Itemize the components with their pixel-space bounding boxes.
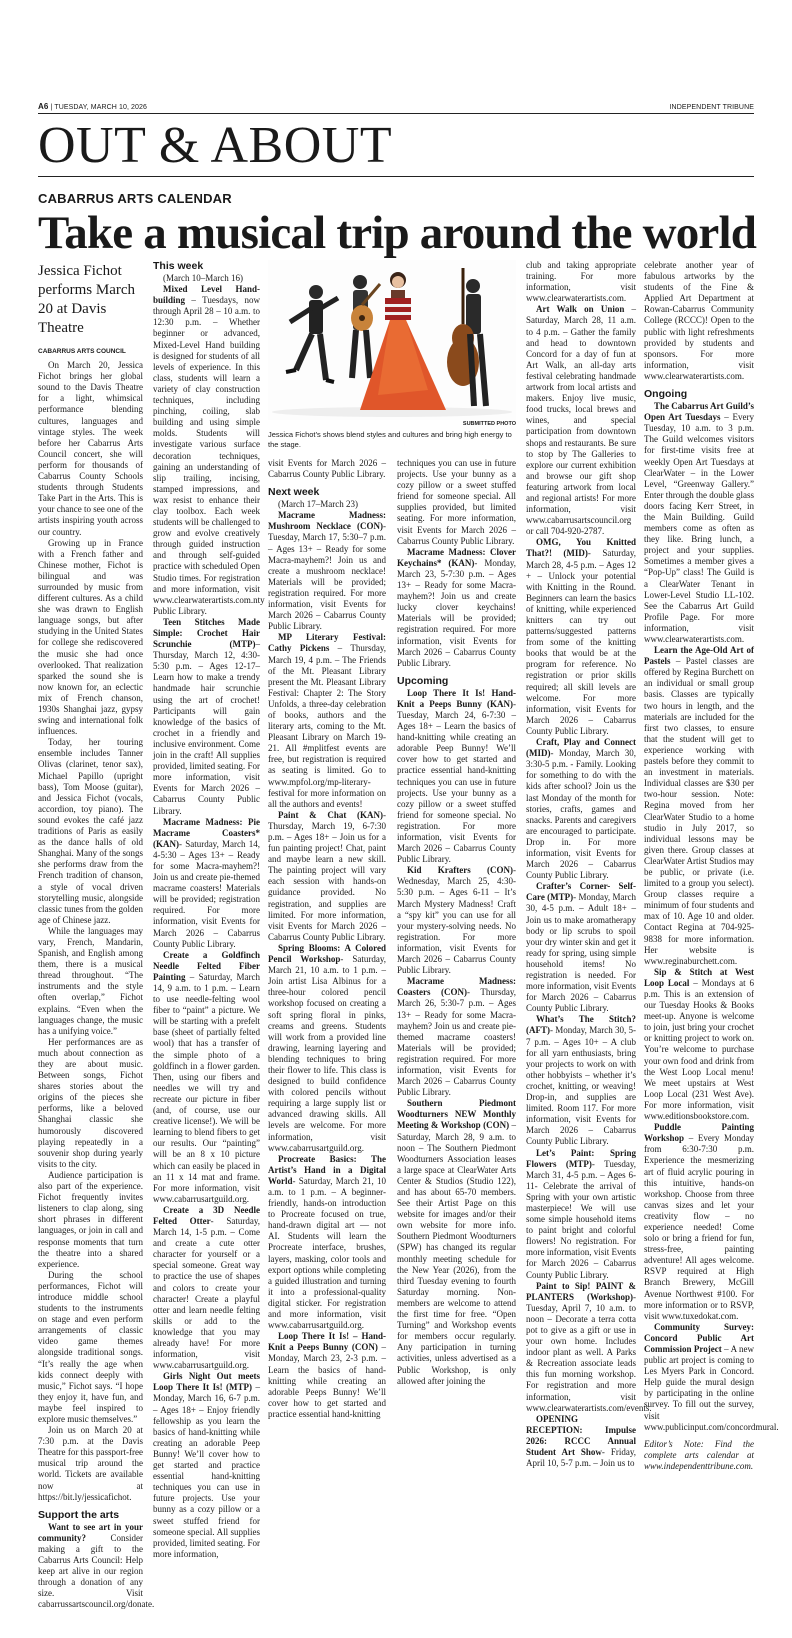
event-title: Crafter’s Corner- Self-Care (MTP) <box>526 881 636 903</box>
event-details: - Saturday, March 14, 4-5:30 – Ages 13+ – Ready for some Macra-mayhem?! Join us and create pie-themed macrame coasters! Materials will be provided; registration required. For more information, visit Events for March 2026 – Cabarrus County Public Library. <box>153 838 260 949</box>
event-details: – Pastel classes are offered by Regina Burchett on an individual or small group basis. Classes are typically two hours in length, and the materials are included for the first two classes, to ensure that the student will get to experience working with pastels before they commit to an investment in materials. Individual classes are $30 per two-hour session. Note: Regina moved from her ClearWater Studio to a home studio in July 2017, so individual lessons may be given there. Group classes at ClearWater Artist Studios may be public, or private (i.e. limited to a group you select). Group classes require a minimum of four students and max of 10. Age 10 and older. Contact Regina at 704-925-9838 for more information. Her website is www.reginaburchett.com. <box>644 656 755 966</box>
event-details: - Wednesday, March 25, 4:30-5:30 p.m. – Ages 6-11 – It’s March Mystery Madness! Craft a “spy kit” you can use for all your mystery-solving needs. No registration. For more information, visit Events for March 2026 – Cabarrus County Public Library. <box>397 865 516 976</box>
event-title: Girls Night Out meets Loop There It Is! (MTP) <box>153 1371 260 1393</box>
event-details: - Thursday, March 26, 5:30-7 p.m. – Ages 13+ – Ready for some Macra-mayhem? Join us and create pie-themed macrame coasters! Materials will be provided; registration required. For more information, visit Events for March 2026 – Cabarrus County Public Library. <box>397 987 516 1098</box>
event-title: The Cabarrus Art Guild’s Open Art Tuesdays <box>644 401 754 423</box>
event-title: Kid Krafters (CON) <box>407 865 513 876</box>
event-details: - Tuesday, March 31, 4-5 p.m. – Ages 6-11- Celebrate the arrival of Spring with your own artistic masterpiece! We will use some simple household items to paint bright and colorful flowers! No registration. For more information, visit Events for March 2026 – Cabarrus County Public Library. <box>526 1158 636 1280</box>
photo-credit: SUBMITTED PHOTO <box>462 421 516 427</box>
section-title: OUT & ABOUT <box>38 117 393 174</box>
event-listing <box>153 950 260 1205</box>
column-2 <box>153 260 265 1620</box>
date-range: (March 17–March 23) <box>278 499 358 510</box>
paper-name: INDEPENDENT TRIBUNE <box>669 104 754 111</box>
event-listing <box>397 547 516 669</box>
event-details: – Every Monday from 6:30-7:30 p.m. Experience the mesmerizing art of fluid acrylic pouring in this intuitive, hands-on workshop. Choose from three canvas sizes and let your creativity flow – no experience needed! Come solo or bring a friend for fun, stress-free, painting adventure! All ages welcome. RSVP required at High Branch Brewery, McGill Avenue Northwest #100. For more information or to RSVP, visit www.tuxedokat.com. <box>644 1133 754 1321</box>
page-number: A6 <box>38 102 49 111</box>
support-heading: Support the arts <box>38 1508 120 1521</box>
event-details: - Saturday, March 14, 1-5 p.m. – Come and create a cute otter character for yourself or a special someone. Great way to practice the use of shapes and colors to create your character! Create a playful otter and learn needle felting skills or add to the knowledge that you may already have! For more information, visit www.cabarrusartguild.org. <box>153 1215 260 1371</box>
event-details: - Thursday, March 19, 6-7:30 p.m. – Ages 18+ – Join us for a fun painting project! Chat, paint and maybe learn a new skill. The painting project will vary each session with hands-on guidance provided. No registration, and supplies are limited. For more information, visit Events for March 2026 – Cabarrus County Public Library. <box>268 809 386 942</box>
event-title: Loop There It Is! Hand-Knit a Peeps Bunny (KAN) <box>397 687 516 709</box>
event-title: What’s The Stitch? (AFT) <box>526 1014 636 1036</box>
next-week-heading: Next week <box>268 486 320 499</box>
issue-date: TUESDAY, MARCH 10, 2026 <box>54 104 148 111</box>
event-title: Sip & Stitch at West Loop Local <box>644 966 754 988</box>
event-listing <box>268 510 386 632</box>
event-title: Mixed Level Hand-building <box>153 284 260 306</box>
folio-left: A6 | TUESDAY, MARCH 10, 2026 <box>38 102 148 111</box>
event-details: - Monday, March 30, 4-5 p.m. – Adult 18+ – Join us to make aromatherapy body or lip scrubs to spoil your dry winter skin and get it ready for spring, using simple household items! No registration is needed. For more information, visit Events for March 2026 – Cabarrus County Public Library. <box>526 892 636 1014</box>
event-title: MP Literary Festival: Cathy Pickens <box>268 632 386 654</box>
event-listing <box>526 1414 636 1469</box>
event-listing <box>644 401 754 645</box>
photo-caption: Jessica Fichot’s shows blend styles and cultures and bring high energy to the stage. <box>268 430 512 449</box>
event-details: - Monday, March 23, 5-7:30 p.m. – Ages 13+ – Ready for some Macra-mayhem?! Join us and create lucky clover keychains! Materials will be provided; registration required. For more information, visit Events for March 2026 – Cabarrus County Public Library. <box>397 557 516 668</box>
event-title: Puddle Painting Workshop <box>644 1122 754 1144</box>
upcoming-heading: Upcoming <box>397 674 449 687</box>
event-listing <box>644 1321 779 1433</box>
event-details: - Tuesday, March 24, 6-7:30 – Ages 18+ – Learn the basics of hand-knitting while creating an adorable Peep Bunny! We’ll cover how to get started and practice essential hand-knitting techniques you can use in future projects. Use your bunny as a cozy pillow or a sweet stuffed friend for someone special. No registration. For more information, visit Events for March 2026 – Cabarrus County Public Library. <box>397 698 516 865</box>
event-title: Teen Stitches Made Simple: Crochet Hair Scrunchie (MTP) <box>153 616 260 650</box>
support-paragraph <box>38 1521 155 1611</box>
article-columns <box>38 260 779 1620</box>
event-listing <box>153 817 260 950</box>
event-listing <box>397 688 516 866</box>
event-listing <box>526 1280 652 1414</box>
event-listing <box>268 1331 386 1420</box>
paragraph: Her performances are as much about connection as they are about music. Between songs, Fichot shares stories about the origins of the pieces she performs, like a beloved Shanghai classic she humorously discovered playing repeatedly in a souvenir shop during yearly visits to the city. <box>38 1036 143 1169</box>
event-listing <box>644 645 754 967</box>
event-details: – Saturday, March 14, 9 a.m. to 1 p.m. – Learn to use needle-felting wool fiber to “paint” a picture. We will be starting with a prefelt base (sheet of partially felted wool) that has a transfer of the simple photo of a goldfinch in a flower garden. Then, using our fibers and needles we will try and recreate our picture in fiber (and, of course, use our creative license!). We will be learning to blend fibers to get our results. Our “painting” will be an 8 x 10 picture which can easily be placed in an 11 x 14 mat and frame. For more information, visit www.cabarrusartguild.org. <box>153 971 260 1204</box>
event-title: Loop There It Is! – Hand-Knit a Peeps Bunny (CON) <box>268 1331 386 1353</box>
event-details: – Thursday, March 12, 4:30-5:30 p.m. – Ages 12-17– Learn how to make a trendy handmade hair scrunchie using the art of crochet! Participants will gain knowledge of the basics of crochet in a friendly and inclusive environment. Come join in the craft! All supplies provided, limited seating. For more information, visit Events for March 2026 – Cabarrus County Public Library. <box>153 639 260 816</box>
event-details: - Monday, March 30, 5-7 p.m. – Ages 10+ – A club for all yarn enthusiasts, bring your projects to work on with other hobbyists – whether it’s crochet, knitting, or weaving! Drop-in, and supplies are limited. Room 117. For more information, visit Events for March 2026 – Cabarrus County Public Library. <box>526 1025 636 1147</box>
paragraph: Audience participation is also part of the experience. Fichot frequently invites listeners to clap along, sing short phrases in different languages, or join in call and response moments that turn the theatre into a shared experience. <box>38 1169 143 1269</box>
event-details: - Tuesday, March 17, 5:30–7 p.m. – Ages 13+ – Ready for some Macra-mayhem?! Join us and create a mushroom necklace! Materials will be provided; registration required. For more information, visit Events for March 2026 – Cabarrus County Public Library. <box>268 521 386 632</box>
deck: Jessica Fichot performs March 20 at Davis Theatre <box>38 263 136 336</box>
event-title: Let’s Paint: Spring Flowers (MTP) <box>526 1147 636 1169</box>
event-details: – Saturday, March 28, 9 a.m. to noon – The Southern Piedmont Woodturners Association leases a large space at ClearWater Arts Center & Studios (Studio 122), and has about 65-70 members. See their Artist Page on this website for images and/or their own website for more info. Southern Piedmont Woodturners (SPW) has changed its regular monthly meeting schedule for the New Year (2026), from the third Tuesday evening to fourth Saturday morning. Non-members are welcome to attend the first time for free. “Open Turning” and Workshop events for members occur regularly. Any participation in turning activities, unless advertised as a Public Workshop, is only allowed after joining the <box>397 1120 516 1386</box>
event-listing <box>153 284 265 617</box>
newspaper-page <box>38 102 779 1622</box>
event-details: - Monday, March 30, 3:30-5 p.m. - Family. Looking for something to do with the kids after school? Join us the last Monday of the month for stories, crafts, games and snacks. Parents and caregivers are encouraged to participate. Drop in. For more information, visit Events for March 2026 – Cabarrus County Public Library. <box>526 748 636 881</box>
event-title: Macrame Madness: Clover Keychains* (KAN) <box>397 546 516 568</box>
column-5 <box>526 260 652 1620</box>
event-listing <box>526 537 636 737</box>
event-details: - Friday, April 10, 5-7 p.m. – Join us to <box>526 1447 636 1469</box>
event-details: – Mondays at 6 p.m. This is an extension of our Tuesday Hooks & Books meet-up. Anyone is welcome to join, just bring your crochet or knitting project to work on. You’re welcome to purchase your own food and drink from the West Loop Local menu! We meet upstairs at West Loop Local (231 West Ave). For more information, visit www.editionsbookstore.com. <box>644 977 754 1122</box>
continued-text: techniques you can use in future projects. Use your bunny as a cozy pillow or a sweet stuffed friend for someone special. All supplies provided, but limited seating. For more information, visit Events for March 2026 – Cabarrus County Public Library. <box>397 458 516 546</box>
paragraph: On March 20, Jessica Fichot brings her global sound to the Davis Theatre for a light, whimsical performance blending cultures, languages and vintage styles. The week before her Cabarrus Arts Council concert, she will perform for thousands of Cabarrus County Schools students through Students Take Part in the Arts. This is your chance to see one of the artists inspiring youth across our country. <box>38 360 143 537</box>
event-details: – Tuesdays, now through April 28 – 10 a.m. to 12:30 p.m. – Whether beginner or advanced, Mixed-Level Hand building is designed for students of all levels of experience. In this class, students will learn a variety of clay construction techniques, including pinching, coiling, slab building and using simple molds. Students will investigate various surface decoration techniques, gaining an understanding of slip trailing, incising, stamped impressions, and wax resist to enhance their clay toolbox. Each week students will be challenged to grow and evolve creatively through guided instruction and through self-guided practice with scheduled Open Studio times. For registration and more information, visit www.clearwaterartists.com.nty Public Library. <box>153 295 265 616</box>
paragraph: Join us on March 20 at 7:30 p.m. at the Davis Theatre for this passport-free musical trip around the world. Tickets are available now at https://bit.ly/jessicafichot. <box>38 1425 143 1502</box>
event-details: - Saturday, March 21, 10 a.m. to 1 p.m. – Join artist Lisa Albinus for a three-hour colored pencil workshop focused on creating a soft spring floral in pinks, creams and greens. Students will work from a provided line drawing, learning layering and blending techniques to bring their flower to life. This class is designed to build confidence with colored pencils without requiring a large supply list or advanced drawing skills. All levels are welcome. For more information, visit www.cabarrusartguild.org. <box>268 954 386 1153</box>
event-title: Southern Piedmont Woodturners NEW Monthly Meeting & Workshop (CON) <box>397 1098 516 1131</box>
event-title: Craft, Play and Connect (MID) <box>526 737 636 759</box>
event-details: - Tuesday, April 7, 10 a.m. to noon – Decorate a terra cotta pot to give as a gift or use in your own home. Includes indoor plant as well. A Parks & Recreation associate leads this fun morning workshop. For registration and more information, visit www.clearwaterartists.com/events. <box>526 1291 652 1413</box>
column-4 <box>397 458 516 1620</box>
column-3 <box>268 458 386 1620</box>
event-title: Procreate Basics: The Artist’s Hand in a Digital World <box>268 1153 386 1186</box>
event-details: – Monday, March 23, 2-3 p.m. – Learn the basics of hand-knitting while creating an adorable Peeps Bunny! We’ll cover how to get started and practice essential hand-knitting <box>268 1342 387 1419</box>
event-listing <box>268 810 386 943</box>
event-title: Art Walk on Union <box>536 304 625 315</box>
event-listing <box>526 737 636 881</box>
paragraph: During the school performances, Fichot will introduce middle school students to the instruments on stage and even perform arrangements of classic video game themes alongside traditional songs. “It’s really the age when kids connect deeply with music,” Fichot says. “I hope they enjoy it, have fun, and maybe feel inspired to explore music themselves.” <box>38 1269 143 1424</box>
support-lead: Want to see art in your community? <box>38 1521 143 1543</box>
paragraph: While the languages may vary, French, Mandarin, Spanish, and English among them, there is a musical thread throughout. “The instruments and the style often overlap,” Fichot explains. “Even when the languages change, the music has a unifying voice.” <box>38 925 143 1036</box>
column-6 <box>644 260 779 1620</box>
event-details: – Monday, March 16, 6-7 p.m. – Ages 18+ – Enjoy friendly fellowship as you learn the basics of hand-knitting while creating an adorable Peep Bunny! We’ll cover how to get started and practice essential hand-knitting techniques you can use in future projects. Use your bunny as a cozy pillow or a sweet stuffed friend for someone special. All supplies provided, limited seating. For more information, <box>153 1382 260 1559</box>
event-details: - Saturday, March 21, 10 a.m. to 1 p.m. – A beginner-friendly, hands-on introduction to Procreate focused on true, hand-drawn digital art — not AI. Students will learn the Procreate interface, brushes, layers, masking, color tools and export options while completing a guided illustration and turning it into a professional-quality digital sticker. For registration and more information, visit www.cabarrusartguild.org. <box>268 1175 386 1331</box>
event-listing <box>397 1098 516 1386</box>
event-listing <box>526 1148 636 1281</box>
continued-text: visit Events for March 2026 – Cabarrus County Public Library. <box>268 458 386 480</box>
event-title: Create a Goldfinch Needle Felted Fiber Painting <box>153 949 260 982</box>
folio-bar <box>38 102 754 114</box>
kicker: CABARRUS ARTS CALENDAR <box>38 191 232 206</box>
byline: CABARRUS ARTS COUNCIL <box>38 348 126 355</box>
event-title: Community Survey: Concord Public Art Commission Project <box>644 1321 754 1354</box>
paragraph: Today, her touring ensemble includes Tanner Olivas (clarinet, tenor sax), Michael Papillo (upright bass), Tom Moose (guitar), and Jessica Fichot (vocals, accordion, toy piano). The sound evokes the café jazz traditions of Paris as easily as the dance halls of old Shanghai. Many of the songs she performs draw from the French tradition of chanson, a style of vocal driven storytelling music, alongside classic tunes from the golden age of Chinese jazz. <box>38 737 143 925</box>
event-listing <box>153 1371 260 1560</box>
headline: Take a musical trip around the world <box>38 207 757 259</box>
event-listing <box>268 1154 386 1332</box>
band-illustration <box>268 260 516 420</box>
event-title: Spring Blooms: A Colored Pencil Workshop <box>268 942 386 965</box>
band-photo <box>268 260 516 420</box>
event-listing <box>526 304 636 537</box>
event-details: – Saturday, March 28, 11 a.m. to 4 p.m. – Gather the family and head to downtown Concord for a day of fun at Art Walk, an all-day arts festival celebrating handmade artwork from local artists and makers. Enjoy live music, food trucks, local brews and wines, and special participation from downtown shops and restaurants. Be sure to stop by The Galleries to explore our current exhibition and browse our gift shop featuring artwork from local and regional artists! For more information, visit www.cabarrusartscouncil.org or call 704-920-2787. <box>526 304 637 537</box>
date-range: (March 10–March 16) <box>163 273 243 283</box>
section-rule <box>38 176 754 177</box>
event-listing <box>268 632 386 810</box>
event-title: Paint to Sip! PAINT & PLANTERS (Workshop) <box>526 1280 636 1302</box>
event-listing <box>153 617 260 817</box>
editors-note: Editor’s Note: Find the complete arts calendar at www.independenttribune.com. <box>644 1438 754 1471</box>
event-listing <box>397 976 516 1098</box>
event-title: Create a 3D Needle Felted Otter <box>153 1204 260 1226</box>
event-details: - Saturday, March 28, 4-5 p.m. – Ages 12 + – Unlock your potential with Knitting in the Round. Beginners can learn the basics of knitting, while experienced knitters can try out patterns/suggested patterns from some of the knitting books that would be at the program for reference. No registration or prior skills required; all skill levels are welcome. For more information, visit Events for March 2026 – Cabarrus County Public Library. <box>526 548 636 736</box>
continued-text: celebrate another year of fabulous artworks by the students of the Fine & Applied Art Department at Rowan-Cabarrus Community College (RCCC)! Open to the public with light refreshments provided by students and sponsors. For more information, visit www.clearwaterartists.com. <box>644 260 754 381</box>
this-week-heading: This week <box>153 260 204 272</box>
event-title: Paint & Chat (KAN) <box>278 809 383 820</box>
event-details: – Thursday, March 19, 4 p.m. – The Friends of the Mt. Pleasant Library present the Mt. Pleasant Library Festival: Chapter 2: The Story Unfolds, a three-day celebration of books, authors and the literary arts, coming to the Mt. Pleasant Library on March 19-21. All #mplitfest events are free, but registration is required as seating is limited. Go to www.mpfol.org/mp-literary-festival for more information on all the authors and events! <box>268 643 386 809</box>
event-listing <box>268 943 386 1154</box>
event-title: Learn the Age-Old Art of Pastels <box>644 645 754 667</box>
event-title: OPENING RECEPTION: Impulse 2026: RCCC Annual Student Art Show <box>526 1413 636 1458</box>
event-details: – Every Tuesday, 10 a.m. to 3 p.m. The Guild welcomes visitors for first-time visits free at weekly Open Art Tuesdays at ClearWater – in the Lower Level, “Greenway Gallery.” Enter through the double glass doors facing Kerr Street, in the Main Building. Guild members come as often as they like. Bring lunch, a project and your supplies. Sometimes a member gives a “Pop-Up” class! The Guild is a ClearWater Tenant in Lower-Level Studio LL-102. See the Cabarrus Art Guild Profile Page. For more information, visit www.clearwaterartists.com. <box>644 412 754 644</box>
event-listing <box>397 865 516 976</box>
ongoing-heading: Ongoing <box>644 388 688 401</box>
event-title: Macrame Madness: Mushroom Necklace (CON) <box>268 510 386 532</box>
event-title: OMG, You Knitted That?! (MID) <box>526 537 636 559</box>
event-listing <box>153 1205 260 1371</box>
continued-text: club and taking appropriate training. For more information, visit www.clearwaterartists.com. <box>526 260 636 304</box>
event-details: – A new public art project is coming to Les Myers Park in Concord. Help guide the mural design by participating in the online survey. To fill out the survey, visit www.publicinput.com/concordmural. <box>644 1344 779 1432</box>
event-title: Macrame Madness: Pie Macrame Coasters* (KAN) <box>153 816 260 849</box>
event-title: Macrame Madness: Coasters (CON) <box>397 976 516 998</box>
event-listing <box>644 1122 754 1322</box>
column-1 <box>38 260 155 1620</box>
event-listing <box>644 967 754 1122</box>
paragraph: Growing up in France with a French father and Chinese mother, Fichot is bilingual and was surrounded by music from different cultures. As a child she was drawn to English language songs, but after studying in the United States for college she rediscovered the music she had once overlooked. That realization sparked the sound she is now known for, an eclectic mix of French chanson, 1930s Shanghai jazz, gypsy swing and international folk influences. <box>38 537 143 737</box>
event-listing <box>526 881 636 1014</box>
support-body: Consider making a gift to the Cabarrus Arts Council: Help keep art alive in our region through a donation of any size. Visit cabarrussartscouncil.org/donate. <box>38 1532 155 1610</box>
event-listing <box>526 1014 636 1147</box>
